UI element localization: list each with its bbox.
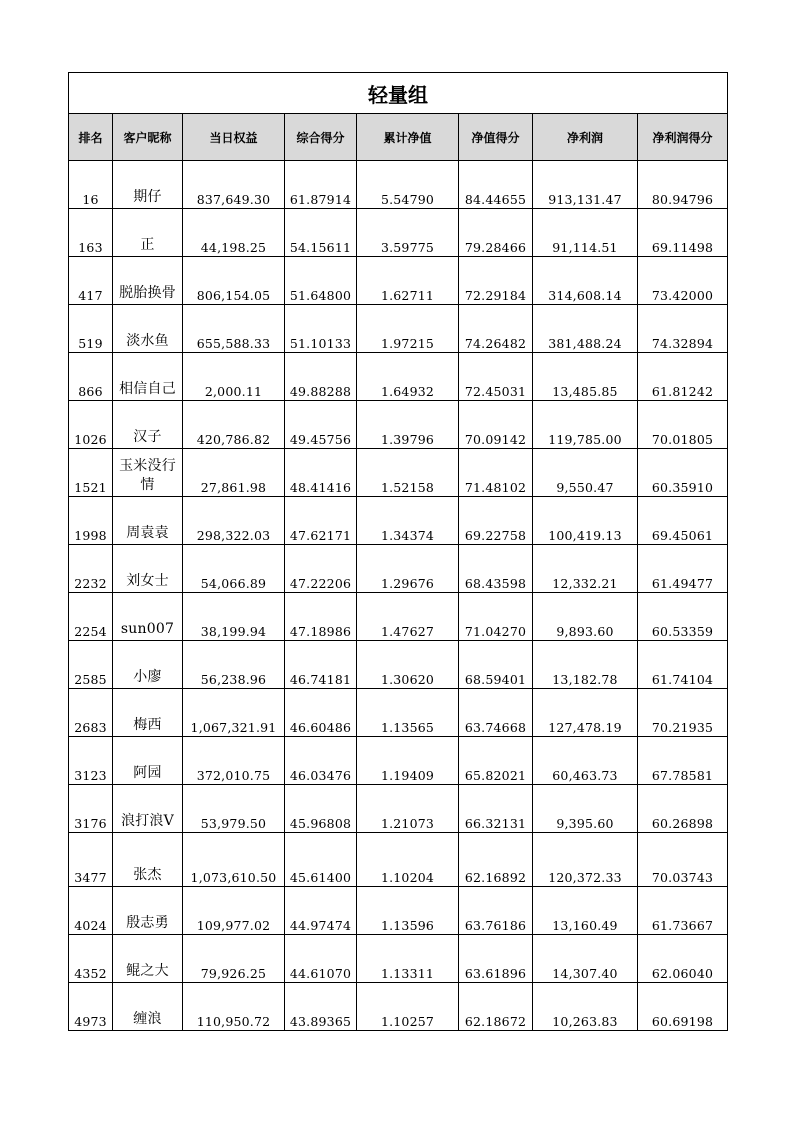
table-row: [69, 833, 728, 887]
net-value-score-cell: 72.29184: [459, 257, 533, 305]
net-value-score-cell: 63.74668: [459, 689, 533, 737]
net-profit-score-cell: 67.78581: [638, 737, 728, 785]
nickname-cell: 汉子: [113, 401, 183, 449]
table-row: [69, 353, 728, 401]
rank-cell: 1521: [69, 449, 113, 497]
net-profit-score-cell: 61.74104: [638, 641, 728, 689]
net-value-score-cell: 71.04270: [459, 593, 533, 641]
net-profit-score-cell: 60.69198: [638, 983, 728, 1031]
header-equity: 当日权益: [183, 114, 285, 161]
net-value-score-cell: 65.82021: [459, 737, 533, 785]
total-score-cell: 51.64800: [285, 257, 357, 305]
equity-cell: 655,588.33: [183, 305, 285, 353]
rank-cell: 163: [69, 209, 113, 257]
total-score-cell: 49.88288: [285, 353, 357, 401]
net-value-cell: 1.21073: [357, 785, 459, 833]
net-profit-score-cell: 61.73667: [638, 887, 728, 935]
equity-cell: 1,073,610.50: [183, 833, 285, 887]
nickname-cell: 殷志勇: [113, 887, 183, 935]
header-net-profit-score: 净利润得分: [638, 114, 728, 161]
rank-cell: 2683: [69, 689, 113, 737]
header-total-score: 综合得分: [285, 114, 357, 161]
header-net-profit: 净利润: [533, 114, 638, 161]
net-profit-cell: 9,550.47: [533, 449, 638, 497]
nickname-cell: 鲲之大: [113, 935, 183, 983]
rank-cell: 2254: [69, 593, 113, 641]
total-score-cell: 46.60486: [285, 689, 357, 737]
rank-cell: 2232: [69, 545, 113, 593]
net-value-score-cell: 63.61896: [459, 935, 533, 983]
net-profit-cell: 381,488.24: [533, 305, 638, 353]
net-value-cell: 3.59775: [357, 209, 459, 257]
rank-cell: 417: [69, 257, 113, 305]
table-row: [69, 641, 728, 689]
net-value-score-cell: 72.45031: [459, 353, 533, 401]
nickname-cell: 玉米没行情: [113, 449, 183, 497]
nickname-cell: 脱胎换骨: [113, 257, 183, 305]
net-profit-cell: 127,478.19: [533, 689, 638, 737]
table-row: [69, 209, 728, 257]
equity-cell: 806,154.05: [183, 257, 285, 305]
net-profit-score-cell: 60.26898: [638, 785, 728, 833]
net-profit-score-cell: 69.11498: [638, 209, 728, 257]
nickname-cell: 小廖: [113, 641, 183, 689]
net-value-cell: 1.10204: [357, 833, 459, 887]
net-value-score-cell: 62.16892: [459, 833, 533, 887]
rank-cell: 4973: [69, 983, 113, 1031]
rank-cell: 866: [69, 353, 113, 401]
equity-cell: 837,649.30: [183, 161, 285, 209]
net-profit-cell: 314,608.14: [533, 257, 638, 305]
table-row: [69, 545, 728, 593]
total-score-cell: 49.45756: [285, 401, 357, 449]
rank-cell: 519: [69, 305, 113, 353]
net-profit-cell: 119,785.00: [533, 401, 638, 449]
rank-cell: 1026: [69, 401, 113, 449]
net-profit-cell: 10,263.83: [533, 983, 638, 1031]
header-nickname: 客户昵称: [113, 114, 183, 161]
table-row: [69, 257, 728, 305]
net-profit-cell: 9,395.60: [533, 785, 638, 833]
total-score-cell: 47.18986: [285, 593, 357, 641]
table-row: [69, 305, 728, 353]
total-score-cell: 51.10133: [285, 305, 357, 353]
net-value-score-cell: 79.28466: [459, 209, 533, 257]
rank-cell: 2585: [69, 641, 113, 689]
equity-cell: 1,067,321.91: [183, 689, 285, 737]
table-row: [69, 689, 728, 737]
rank-cell: 4352: [69, 935, 113, 983]
table-row: [69, 887, 728, 935]
header-row: [69, 114, 728, 161]
net-profit-cell: 13,182.78: [533, 641, 638, 689]
net-value-cell: 1.39796: [357, 401, 459, 449]
net-profit-score-cell: 69.45061: [638, 497, 728, 545]
net-profit-cell: 13,160.49: [533, 887, 638, 935]
equity-cell: 110,950.72: [183, 983, 285, 1031]
equity-cell: 79,926.25: [183, 935, 285, 983]
table-row: [69, 401, 728, 449]
total-score-cell: 43.89365: [285, 983, 357, 1031]
equity-cell: 54,066.89: [183, 545, 285, 593]
net-value-cell: 1.13311: [357, 935, 459, 983]
total-score-cell: 47.62171: [285, 497, 357, 545]
net-profit-score-cell: 60.53359: [638, 593, 728, 641]
net-profit-score-cell: 70.01805: [638, 401, 728, 449]
total-score-cell: 46.03476: [285, 737, 357, 785]
net-value-score-cell: 62.18672: [459, 983, 533, 1031]
net-profit-cell: 100,419.13: [533, 497, 638, 545]
nickname-cell: 正: [113, 209, 183, 257]
rank-cell: 16: [69, 161, 113, 209]
table-row: [69, 785, 728, 833]
nickname-cell: 期仔: [113, 161, 183, 209]
table-row: [69, 593, 728, 641]
nickname-cell: 张杰: [113, 833, 183, 887]
net-value-score-cell: 74.26482: [459, 305, 533, 353]
header-rank: 排名: [69, 114, 113, 161]
net-profit-cell: 120,372.33: [533, 833, 638, 887]
net-value-cell: 1.13596: [357, 887, 459, 935]
table-row: [69, 449, 728, 497]
table-row: [69, 983, 728, 1031]
net-profit-score-cell: 80.94796: [638, 161, 728, 209]
net-profit-score-cell: 62.06040: [638, 935, 728, 983]
table-title: 轻量组: [69, 73, 728, 114]
total-score-cell: 45.61400: [285, 833, 357, 887]
nickname-cell: 梅西: [113, 689, 183, 737]
net-value-score-cell: 68.43598: [459, 545, 533, 593]
table-row: [69, 737, 728, 785]
equity-cell: 420,786.82: [183, 401, 285, 449]
net-profit-score-cell: 61.49477: [638, 545, 728, 593]
total-score-cell: 46.74181: [285, 641, 357, 689]
net-value-cell: 1.10257: [357, 983, 459, 1031]
total-score-cell: 44.97474: [285, 887, 357, 935]
net-profit-cell: 913,131.47: [533, 161, 638, 209]
equity-cell: 53,979.50: [183, 785, 285, 833]
header-net-value-score: 净值得分: [459, 114, 533, 161]
total-score-cell: 44.61070: [285, 935, 357, 983]
total-score-cell: 61.87914: [285, 161, 357, 209]
nickname-cell: 淡水鱼: [113, 305, 183, 353]
net-profit-cell: 91,114.51: [533, 209, 638, 257]
ranking-table: [68, 72, 728, 1031]
net-value-cell: 1.64932: [357, 353, 459, 401]
total-score-cell: 54.15611: [285, 209, 357, 257]
net-profit-cell: 13,485.85: [533, 353, 638, 401]
equity-cell: 38,199.94: [183, 593, 285, 641]
net-value-cell: 1.13565: [357, 689, 459, 737]
rank-cell: 3176: [69, 785, 113, 833]
net-profit-score-cell: 70.21935: [638, 689, 728, 737]
header-net-value: 累计净值: [357, 114, 459, 161]
table-row: [69, 497, 728, 545]
equity-cell: 298,322.03: [183, 497, 285, 545]
net-value-cell: 1.30620: [357, 641, 459, 689]
net-profit-score-cell: 60.35910: [638, 449, 728, 497]
net-value-cell: 1.52158: [357, 449, 459, 497]
nickname-cell: sun007: [113, 593, 183, 641]
nickname-cell: 相信自己: [113, 353, 183, 401]
net-value-score-cell: 69.22758: [459, 497, 533, 545]
nickname-cell: 阿园: [113, 737, 183, 785]
equity-cell: 27,861.98: [183, 449, 285, 497]
rank-cell: 4024: [69, 887, 113, 935]
rank-cell: 3123: [69, 737, 113, 785]
equity-cell: 56,238.96: [183, 641, 285, 689]
table-row: [69, 935, 728, 983]
net-value-score-cell: 70.09142: [459, 401, 533, 449]
net-value-cell: 1.34374: [357, 497, 459, 545]
net-value-cell: 1.47627: [357, 593, 459, 641]
net-value-cell: 1.19409: [357, 737, 459, 785]
net-value-cell: 1.29676: [357, 545, 459, 593]
net-value-cell: 1.62711: [357, 257, 459, 305]
net-profit-cell: 9,893.60: [533, 593, 638, 641]
net-value-score-cell: 66.32131: [459, 785, 533, 833]
equity-cell: 109,977.02: [183, 887, 285, 935]
table-body: [69, 161, 728, 1031]
total-score-cell: 47.22206: [285, 545, 357, 593]
nickname-cell: 缠浪: [113, 983, 183, 1031]
nickname-cell: 浪打浪V: [113, 785, 183, 833]
net-value-score-cell: 68.59401: [459, 641, 533, 689]
net-profit-score-cell: 61.81242: [638, 353, 728, 401]
net-value-score-cell: 84.44655: [459, 161, 533, 209]
net-profit-score-cell: 74.32894: [638, 305, 728, 353]
net-value-cell: 1.97215: [357, 305, 459, 353]
net-profit-cell: 14,307.40: [533, 935, 638, 983]
net-value-score-cell: 63.76186: [459, 887, 533, 935]
equity-cell: 372,010.75: [183, 737, 285, 785]
nickname-cell: 周袁袁: [113, 497, 183, 545]
equity-cell: 44,198.25: [183, 209, 285, 257]
table-row: [69, 161, 728, 209]
net-profit-cell: 12,332.21: [533, 545, 638, 593]
rank-cell: 3477: [69, 833, 113, 887]
nickname-cell: 刘女士: [113, 545, 183, 593]
net-profit-score-cell: 73.42000: [638, 257, 728, 305]
net-profit-cell: 60,463.73: [533, 737, 638, 785]
net-profit-score-cell: 70.03743: [638, 833, 728, 887]
total-score-cell: 45.96808: [285, 785, 357, 833]
net-value-score-cell: 71.48102: [459, 449, 533, 497]
net-value-cell: 5.54790: [357, 161, 459, 209]
rank-cell: 1998: [69, 497, 113, 545]
equity-cell: 2,000.11: [183, 353, 285, 401]
total-score-cell: 48.41416: [285, 449, 357, 497]
